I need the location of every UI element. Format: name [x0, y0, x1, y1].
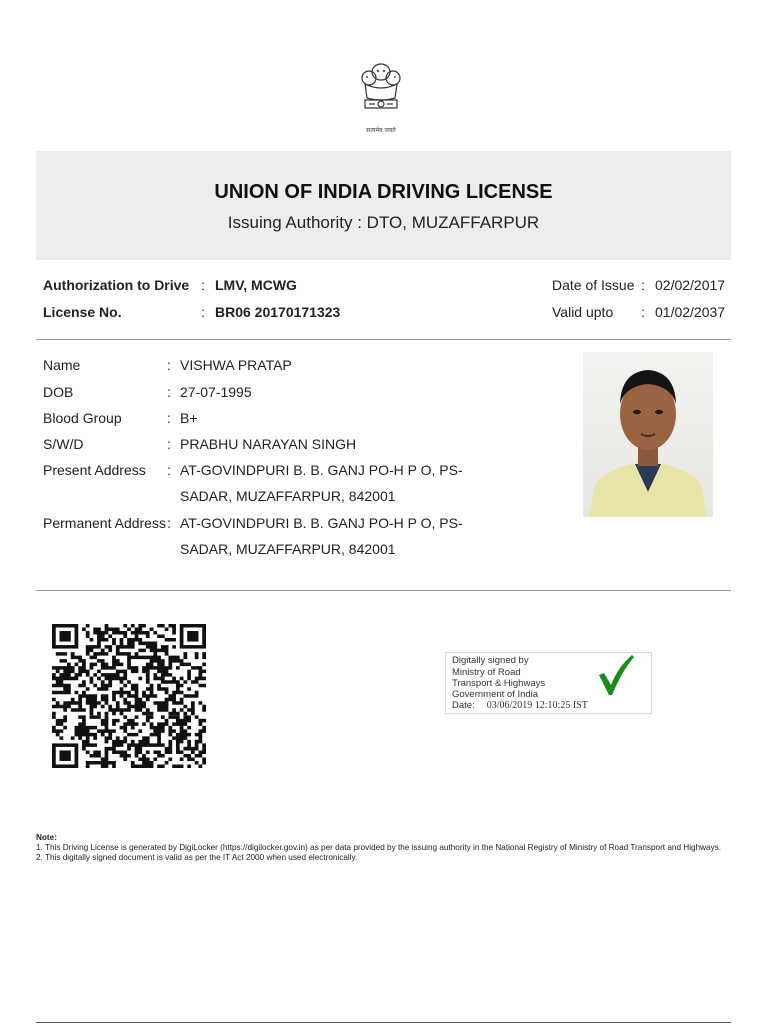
present-address-sep: :: [167, 462, 171, 478]
present-address-line1: AT-GOVINDPURI B. B. GANJ PO-H P O, PS-: [180, 462, 463, 478]
swd-label: S/W/D: [43, 436, 84, 452]
dob-sep: :: [167, 384, 171, 400]
note-item-2: 2. This digitally signed document is valid as per the IT Act 2000 when used electronically.: [36, 853, 358, 862]
divider: [36, 590, 731, 591]
header-banner: [36, 151, 731, 260]
auth-sep: :: [201, 277, 205, 293]
auth-value: LMV, MCWG: [215, 277, 297, 293]
signature-date-value: 03/06/2019 12:10:25 IST: [486, 700, 588, 711]
swd-sep: :: [167, 436, 171, 452]
qr-code: [52, 624, 206, 768]
blood-group-value: B+: [180, 410, 198, 426]
signature-date-label: Date:: [452, 700, 475, 711]
bottom-rule: [36, 1022, 731, 1023]
license-number-sep: :: [201, 304, 205, 320]
permanent-address-line1: AT-GOVINDPURI B. B. GANJ PO-H P O, PS-: [180, 515, 463, 531]
name-value: VISHWA PRATAP: [180, 357, 292, 373]
name-label: Name: [43, 357, 81, 373]
issue-date-label: Date of Issue: [552, 277, 635, 293]
note-title: Note:: [36, 833, 57, 842]
dob-label: DOB: [43, 384, 74, 400]
present-address-label: Present Address: [43, 462, 146, 478]
issue-date-value: 02/02/2017: [655, 277, 726, 293]
signature-date: [452, 700, 588, 711]
signature-line-1: Digitally signed by: [452, 655, 529, 666]
footer-note: [36, 833, 726, 863]
divider: [36, 339, 731, 340]
license-number-label: License No.: [43, 304, 122, 320]
signature-line-3: Transport & Highways: [452, 678, 546, 689]
valid-upto-sep: :: [641, 304, 645, 320]
permanent-address-sep: :: [167, 515, 171, 531]
holder-photo: [583, 352, 713, 517]
blood-group-sep: :: [167, 410, 171, 426]
checkmark-icon: [596, 653, 636, 702]
digital-signature-box: [445, 652, 652, 714]
signature-line-4: Government of India: [452, 689, 539, 700]
present-address-line2: SADAR, MUZAFFARPUR, 842001: [180, 488, 396, 504]
valid-upto-value: 01/02/2037: [655, 304, 726, 320]
swd-value: PRABHU NARAYAN SINGH: [180, 436, 357, 452]
blood-group-label: Blood Group: [43, 410, 122, 426]
signature-line-2: Ministry of Road: [452, 666, 521, 678]
issuing-authority: Issuing Authority : DTO, MUZAFFARPUR: [227, 213, 540, 232]
note-item-1: 1. This Driving License is generated by DigiLocker (https://digilocker.gov.in) as per data provided by the issuing authority in the National Registry of Ministry of Road Transport and Highways.: [36, 843, 722, 852]
permanent-address-line2: SADAR, MUZAFFARPUR, 842001: [180, 541, 396, 557]
permanent-address-label: Permanent Address: [43, 515, 166, 531]
dob-value: 27-07-1995: [180, 384, 252, 400]
valid-upto-label: Valid upto: [552, 304, 614, 320]
issue-date-sep: :: [641, 277, 645, 293]
emblem-motto: सत्यमेव जयते: [366, 127, 396, 134]
auth-label: Authorization to Drive: [43, 277, 190, 293]
license-number-value: BR06 20170171323: [215, 304, 341, 320]
document-title: UNION OF INDIA DRIVING LICENSE: [214, 181, 553, 203]
name-sep: :: [167, 357, 171, 373]
